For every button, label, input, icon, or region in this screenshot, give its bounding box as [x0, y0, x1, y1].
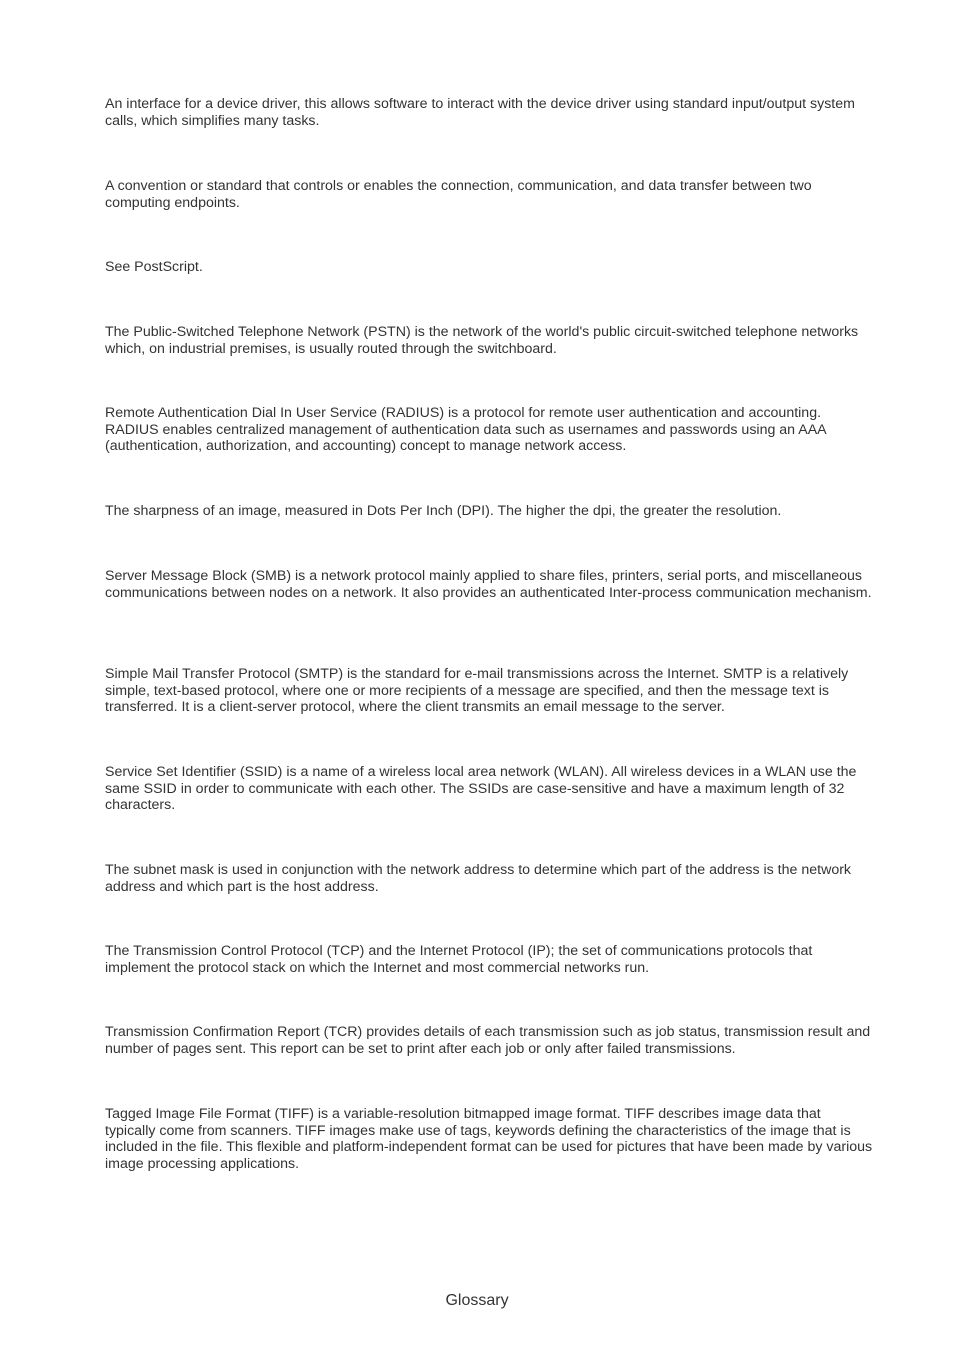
- glossary-entry-tcr: Transmission Confirmation Report (TCR) provides details of each transmission such as job status, transmission result and number of pages sent. This report can be set to print after each job or only after failed transmissions.: [105, 1024, 871, 1057]
- glossary-entry-pstn: The Public-Switched Telephone Network (PSTN) is the network of the world's public circuit-switched telephone networks which, on industrial premises, is usually routed through the switchboard.: [105, 324, 859, 357]
- glossary-entry-smb: Server Message Block (SMB) is a network protocol mainly applied to share files, printers, serial ports, and miscellaneous communications between nodes on a network. It also provides an authenticated Inter-process communication mechanism.: [105, 568, 872, 601]
- glossary-entry-tcp-ip: The Transmission Control Protocol (TCP) and the Internet Protocol (IP); the set of communications protocols that implement the protocol stack on which the Internet and most commercial networks run.: [105, 943, 813, 976]
- page-footer-title: Glossary: [445, 1292, 509, 1309]
- glossary-entry-resolution: The sharpness of an image, measured in Dots Per Inch (DPI). The higher the dpi, the greater the resolution.: [105, 503, 782, 519]
- glossary-entry-device-file: An interface for a device driver, this allows software to interact with the device driver using standard input/output system calls, which simplifies many tasks.: [105, 96, 855, 129]
- glossary-entry-protocol: A convention or standard that controls or enables the connection, communication, and data transfer between two computing endpoints.: [105, 178, 812, 211]
- glossary-entry-ssid: Service Set Identifier (SSID) is a name of a wireless local area network (WLAN). All wireless devices in a WLAN use the same SSID in order to communicate with each other. The SSIDs are case-sensitive and have a maximum length of 32 characters.: [105, 764, 857, 814]
- glossary-entry-tiff: Tagged Image File Format (TIFF) is a variable-resolution bitmapped image format. TIFF describes image data that typically come from scanners. TIFF images make use of tags, keywords defining the characteristics of the image that is included in the file. This flexible and platform-independent format can be used for pictures that have been made by various image processing applications.: [105, 1106, 873, 1172]
- glossary-entry-ps: See PostScript.: [105, 259, 203, 275]
- glossary-entry-smtp: Simple Mail Transfer Protocol (SMTP) is the standard for e-mail transmissions across the Internet. SMTP is a relatively simple, text-based protocol, where one or more recipients of a message are specified, and then the message text is transferred. It is a client-server protocol, where the client transmits an email message to the server.: [105, 666, 849, 716]
- glossary-entry-radius: Remote Authentication Dial In User Service (RADIUS) is a protocol for remote user authentication and accounting. RADIUS enables centralized management of authentication data such as usernames and passwords using an AAA (authentication, authorization, and accounting) concept to manage network access.: [105, 405, 826, 455]
- glossary-entry-subnet-mask: The subnet mask is used in conjunction with the network address to determine which part of the address is the network address and which part is the host address.: [105, 862, 852, 895]
